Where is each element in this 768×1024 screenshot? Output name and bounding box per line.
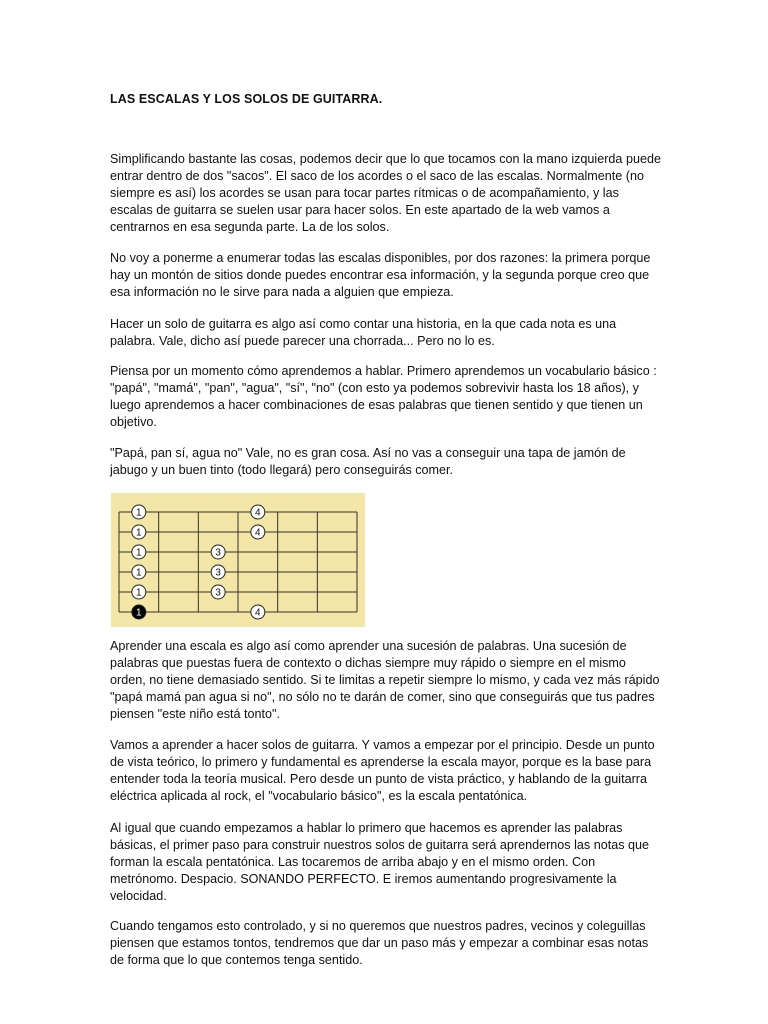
finger-number: 1	[136, 527, 142, 539]
finger-number: 3	[215, 547, 221, 559]
finger-number: 1	[136, 567, 142, 579]
paragraph-3: Hacer un solo de guitarra es algo así como contar una historia, en la que cada nota es una palabra. Vale, dicho así puede parecer una chorrada... Pero no lo es.	[110, 317, 617, 348]
pentatonic-fretboard-diagram	[111, 493, 365, 627]
finger-number: 4	[255, 527, 261, 539]
finger-number: 4	[255, 507, 261, 519]
finger-number: 4	[255, 607, 261, 619]
finger-number: 1	[136, 547, 142, 559]
paragraph-6: Aprender una escala es algo así como aprender una sucesión de palabras. Una sucesión de palabras que puestas fuera de contexto o dichas siempre muy rápido o siempre en el mismo orden, no tiene demasiado sentido. Si te limitas a repetir siempre lo mismo, y cada vez más rápido "papá mamá pan agua si no", no sólo no te darán de comer, sino que conseguirás que tus padres piensen "este niño está tonto".	[110, 639, 660, 721]
finger-number: 1	[136, 587, 142, 599]
finger-number: 1	[136, 607, 142, 619]
finger-number: 3	[215, 587, 221, 599]
paragraph-2: No voy a ponerme a enumerar todas las escalas disponibles, por dos razones: la primera porque hay un montón de sitios donde puedes encontrar esa información, y la segunda porque creo que esa información no le sirve para nada a alguien que empieza.	[110, 251, 651, 299]
finger-number: 3	[215, 567, 221, 579]
paragraph-4: Piensa por un momento cómo aprendemos a hablar. Primero aprendemos un vocabulario básico : "papá", "mamá", "pan", "agua", "sí", "no" (con esto ya podemos sobrevivir hasta los 18 años), y luego aprendemos a hacer combinaciones de esas palabras que tienen sentido y que tienen un objetivo.	[110, 364, 657, 429]
paragraph-8: Al igual que cuando empezamos a hablar lo primero que hacemos es aprender las palabras básicas, el primer paso para construir nuestros solos de guitarra será aprendernos las notas que forman la escala pentatónica. Las tocaremos de arriba abajo y en el mismo orden. Con metrónomo. Despacio. SONANDO PERFECTO. E iremos aumentando progresivamente la velocidad.	[110, 821, 650, 903]
finger-number: 1	[136, 507, 142, 519]
paragraph-1: Simplificando bastante las cosas, podemos decir que lo que tocamos con la mano izquierda puede entrar dentro de dos "sacos". El saco de los acordes o el saco de las escalas. Normalmente (no siempre es así) los acordes se usan para tocar partes rítmicas o de acompañamiento, y las escalas de guitarra se suelen usar para hacer solos. En este apartado de la web vamos a centrarnos en esa segunda parte. La de los solos.	[110, 152, 661, 234]
paragraph-5: "Papá, pan sí, agua no" Vale, no es gran cosa. Así no vas a conseguir una tapa de jamón de jabugo y un buen tinto (todo llegará) pero conseguirás comer.	[110, 446, 626, 477]
document-title: LAS ESCALAS Y LOS SOLOS DE GUITARRA.	[110, 92, 383, 106]
paragraph-7: Vamos a aprender a hacer solos de guitarra. Y vamos a empezar por el principio. Desde un punto de vista teórico, lo primero y fundamental es aprenderse la escala mayor, porque es la base para entender toda la teoría musical. Pero desde un punto de vista práctico, y hablando de la guitarra eléctrica aplicada al rock, el "vocabulario básico", es la escala pentatónica.	[110, 738, 655, 803]
paragraph-9: Cuando tengamos esto controlado, y si no queremos que nuestros padres, vecinos y coleguillas piensen que estamos tontos, tendremos que dar un paso más y empezar a combinar esas notas de forma que lo que contemos tenga sentido.	[110, 919, 649, 967]
